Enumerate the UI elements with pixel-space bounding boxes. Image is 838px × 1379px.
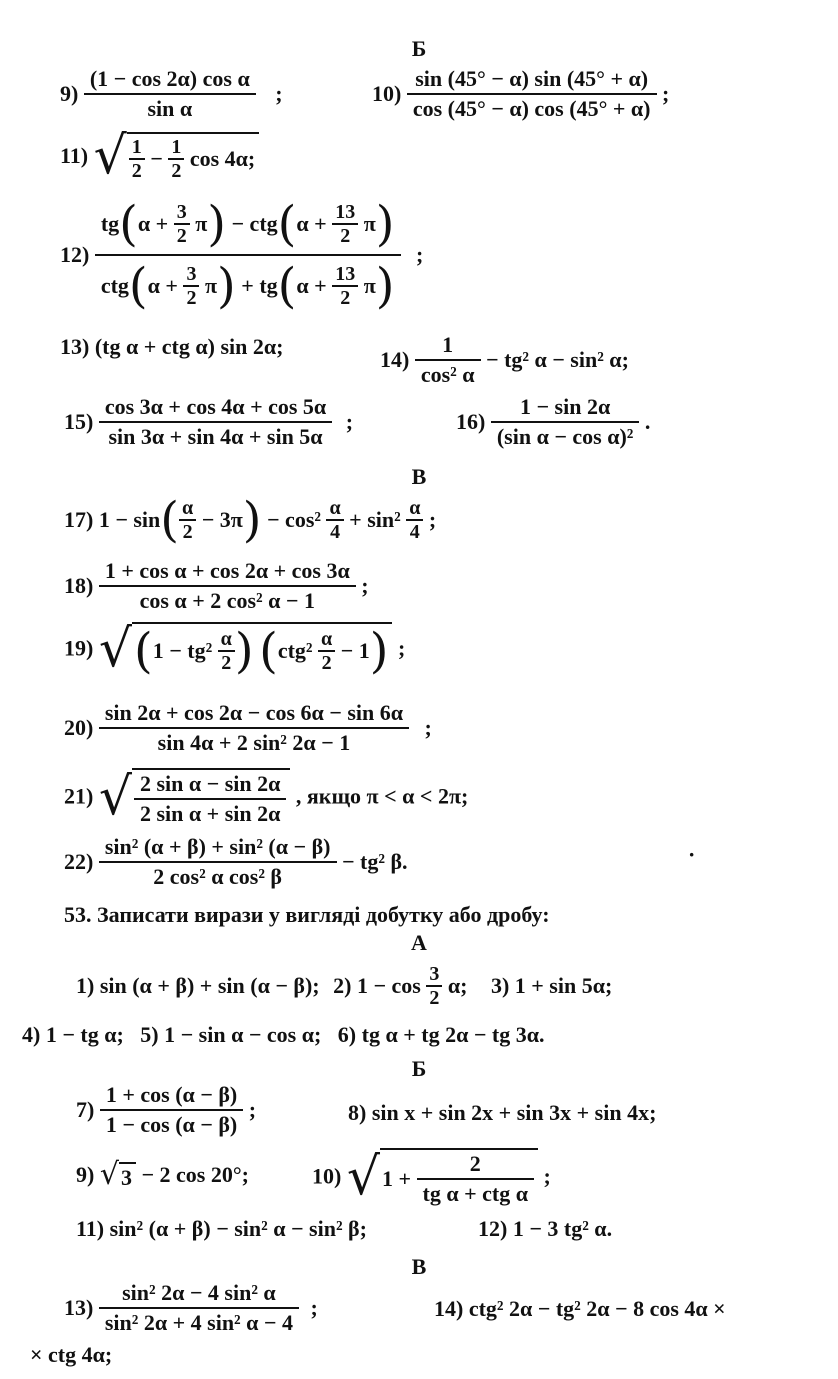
term: α + (137, 211, 169, 236)
radical-sign: √ (98, 618, 132, 679)
denominator: 2 (176, 225, 187, 247)
exercise-label: 8) (348, 1099, 367, 1125)
term: α + (296, 273, 327, 298)
term: − cos² (267, 507, 321, 532)
separator: ; (543, 1163, 551, 1189)
numerator: α (326, 498, 343, 521)
stray-dot: · (688, 842, 696, 867)
exercise-label: 7) (76, 1097, 95, 1122)
section-heading-v: В (411, 464, 427, 489)
separator: ; (397, 635, 406, 661)
term: π (363, 273, 376, 298)
exercise-label: 11) (76, 1215, 105, 1241)
fraction (100, 1084, 243, 1136)
exercise-label: 15) (64, 409, 94, 434)
denominator: 2 (171, 159, 182, 182)
exercise-label: 16) (456, 409, 486, 434)
exercise-16 (456, 396, 650, 448)
operator: − (150, 145, 163, 171)
term: + sin² (349, 507, 401, 532)
numerator: α (318, 629, 335, 652)
fraction (129, 137, 145, 181)
numerator: α (179, 498, 196, 521)
term: ctg² (277, 638, 313, 663)
section-heading-v-2: В (411, 1254, 427, 1279)
numerator: 1 (129, 137, 145, 160)
term: α + (296, 211, 327, 236)
exercise-label: 22) (64, 849, 94, 874)
numerator: α (218, 629, 235, 652)
separator: ; (428, 507, 437, 532)
exercise-label: 14) (380, 347, 410, 372)
exercise-19 (64, 618, 406, 679)
exercise-label: 17) (64, 507, 94, 532)
fraction (332, 202, 358, 246)
function-name: tg (100, 211, 120, 236)
exercise-label: 18) (64, 573, 94, 598)
denominator: cos α + 2 cos² α − 1 (139, 588, 315, 613)
separator: ; (416, 242, 424, 267)
term: α + (147, 273, 178, 298)
expression-tail: − 2 cos 20°; (141, 1162, 249, 1187)
numerator: 1 (168, 137, 184, 160)
fraction (326, 498, 343, 542)
exercise-row-2: 4) 1 − tg α; 5) 1 − sin α − cos α; 6) tg α + tg 2α − tg 3α. (22, 1022, 545, 1047)
exercise-15 (64, 396, 353, 448)
exercise-label: 13) (64, 1295, 94, 1320)
exercise-13-v (64, 1282, 318, 1334)
numerator: sin² (α + β) + sin² (α − β) (99, 836, 337, 863)
expression-tail: − tg² α − sin² α; (486, 347, 629, 372)
square-root (93, 126, 260, 186)
section-heading-b: Б (411, 36, 427, 61)
square-root (347, 1148, 538, 1205)
separator: ; (248, 1097, 257, 1122)
denominator: 2 (340, 287, 351, 309)
fraction (134, 773, 286, 825)
expression: (tg α + ctg α) sin 2α; (94, 333, 284, 359)
exercise-9 (60, 68, 283, 120)
exercise-20 (64, 702, 432, 754)
exercise-17: 17) 1 − sin( $\frac{\alpha}{2}$ − 3π) − cos² $\frac{\alpha}{4}$ + sin² $\frac{\alpha}{4}$ ; (64, 492, 437, 548)
numerator: 2 (417, 1153, 535, 1180)
expression: 1) sin (α + β) + sin (α − β); (76, 973, 320, 998)
exercise-label: 10) (372, 81, 402, 106)
denominator: ctg(α + $\frac{3}{2}$ π) + tg(α + $\frac{13}{2}$ π) (100, 258, 395, 314)
fraction (84, 68, 256, 120)
fraction (426, 964, 442, 1008)
term: π (363, 211, 376, 236)
exercise-9-b (76, 1157, 249, 1192)
denominator: (sin α − cos α)² (496, 424, 634, 449)
fraction (407, 68, 657, 120)
section-heading-b-2: Б (411, 1056, 427, 1081)
numerator: 1 − sin 2α (491, 396, 640, 423)
radicand (127, 132, 259, 181)
expression: ctg² 2α − tg² 2α − 8 cos 4α × (468, 1295, 726, 1321)
numerator: 13 (332, 202, 358, 225)
denominator: 2 (131, 159, 142, 182)
denominator: cos (45° − α) cos (45° + α) (412, 96, 651, 121)
numerator: 3 (183, 264, 199, 287)
fraction (415, 334, 481, 386)
task-number: 53. (64, 902, 92, 927)
exercise-22 (64, 836, 408, 888)
exercise-10-b (312, 1148, 551, 1205)
separator: ; (275, 81, 283, 106)
exercise-12 (60, 196, 424, 314)
denominator: sin 4α + 2 sin² 2α − 1 (157, 730, 351, 755)
radical-sign: √ (346, 1146, 380, 1207)
denominator: sin 3α + sin 4α + sin 5α (108, 424, 323, 449)
radical-sign: √ (99, 1157, 119, 1192)
numerator: (1 − cos 2α) cos α (84, 68, 256, 95)
exercise-row-1 (76, 964, 612, 1008)
numerator: 3 (174, 202, 190, 225)
fraction (99, 1282, 299, 1334)
exercise-label: 9) (60, 81, 79, 106)
denominator: 2 (182, 521, 193, 543)
numerator: 2 sin α − sin 2α (134, 773, 286, 800)
denominator: sin² 2α + 4 sin² α − 4 (104, 1310, 293, 1335)
numerator: 13 (332, 264, 358, 287)
radical-sign: √ (93, 126, 127, 186)
exercise-7 (76, 1084, 256, 1136)
fraction (332, 264, 358, 308)
denominator: 2 (429, 987, 440, 1009)
numerator: 1 + cos (α − β) (100, 1084, 243, 1111)
fraction (179, 498, 196, 542)
fraction (99, 836, 337, 888)
radicand: (1 − tg² $\frac{\alpha}{2}$ ) (ctg² $\frac{\alpha}{2}$ − 1) (132, 622, 392, 675)
fraction (318, 629, 335, 673)
fraction (491, 396, 640, 448)
term: − 3π (201, 507, 243, 532)
expression-tail: − tg² β. (342, 849, 408, 874)
numerator: 1 (415, 334, 481, 361)
denominator: cos² α (420, 362, 475, 387)
term: − 1 (340, 638, 370, 663)
exercise-label: 12) (478, 1215, 508, 1241)
expression-tail: cos 4α; (189, 145, 256, 171)
fraction (406, 498, 423, 542)
task-text: Записати вирази у вигляді добутку або дробу: (97, 902, 550, 927)
exercise-label: 19) (64, 635, 94, 661)
radical-sign: √ (98, 766, 132, 827)
condition: , якщо π < α < 2π; (295, 783, 469, 809)
denominator: 4 (330, 521, 341, 543)
square-root (98, 618, 393, 679)
exercise-label: 21) (64, 783, 94, 809)
term: + tg (241, 273, 278, 298)
exercise-label: 10) (312, 1163, 342, 1189)
task-53 (64, 904, 550, 926)
expression: 3) 1 + sin 5α; (490, 973, 613, 998)
fraction (168, 137, 184, 181)
exercise-label: 14) (434, 1295, 464, 1321)
denominator: 2 (340, 225, 351, 247)
exercise-label: 20) (64, 715, 94, 740)
exercise-21 (64, 768, 468, 825)
radicand (380, 1148, 538, 1205)
exercise-label: 11) (60, 143, 89, 168)
expression: α; (447, 973, 468, 998)
exercise-label: 13) (60, 333, 90, 359)
exercise-10 (372, 68, 669, 120)
function-name: ctg (100, 273, 129, 298)
separator: . (644, 409, 651, 434)
exercise-8 (348, 1100, 656, 1124)
numerator: 1 + cos α + cos 2α + cos 3α (99, 560, 356, 587)
fraction (99, 702, 409, 754)
fraction (218, 629, 235, 673)
fraction (183, 264, 199, 308)
expression: sin² (α + β) − sin² α − sin² β; (109, 1215, 367, 1241)
fraction (99, 560, 356, 612)
numerator: sin (45° − α) sin (45° + α) (407, 68, 657, 95)
separator: ; (345, 409, 354, 434)
numerator: sin 2α + cos 2α − cos 6α − sin 6α (99, 702, 409, 729)
fraction (417, 1153, 535, 1205)
exercise-label: 9) (76, 1162, 95, 1187)
denominator: tg α + ctg α (422, 1181, 529, 1206)
exercise-label: 12) (60, 242, 90, 267)
term: − ctg (231, 211, 278, 236)
denominator: 2 cos² α cos² β (153, 864, 283, 889)
term: π (204, 273, 218, 298)
square-root (99, 768, 291, 825)
exercise-13 (60, 334, 284, 358)
radicand (132, 768, 290, 825)
fraction (174, 202, 190, 246)
separator: ; (424, 715, 432, 740)
numerator: α (406, 498, 423, 521)
expression: 1 − 3 tg² α. (512, 1215, 613, 1241)
denominator: 2 (321, 652, 332, 674)
denominator: 2 (221, 652, 232, 674)
denominator: 2 sin α + sin 2α (139, 801, 281, 826)
exercise-14-v (434, 1296, 726, 1320)
radicand: 3 (119, 1162, 136, 1189)
term: 1 − tg² (152, 638, 213, 663)
section-heading-a: А (411, 930, 427, 955)
term: 1 − sin (98, 507, 161, 532)
term: π (195, 211, 208, 236)
denominator: 1 − cos (α − β) (105, 1112, 238, 1137)
fraction (99, 396, 332, 448)
denominator: 4 (409, 521, 420, 543)
exercise-11-b (76, 1216, 367, 1240)
denominator: sin α (147, 96, 193, 121)
numerator: cos 3α + cos 4α + cos 5α (99, 396, 332, 423)
exercise-12-b (478, 1216, 612, 1240)
exercise-14-continuation: × ctg 4α; (30, 1342, 113, 1367)
fraction (95, 196, 401, 314)
numerator: sin² 2α − 4 sin² α (99, 1282, 299, 1309)
separator: ; (310, 1295, 318, 1320)
term: 1 + (381, 1166, 412, 1191)
expression: sin x + sin 2x + sin 3x + sin 4x; (371, 1099, 657, 1125)
separator: ; (361, 573, 369, 598)
denominator: 2 (186, 287, 197, 309)
numerator: 3 (426, 964, 442, 987)
exercise-18 (64, 560, 369, 612)
separator: ; (662, 81, 670, 106)
numerator: tg(α + $\frac{3}{2}$ π) − ctg(α + $\frac{13}{2}$ π) (95, 200, 401, 256)
exercise-14 (380, 334, 629, 386)
expression: 2) 1 − cos (333, 973, 421, 998)
square-root (99, 1157, 136, 1192)
exercise-11 (60, 126, 259, 186)
